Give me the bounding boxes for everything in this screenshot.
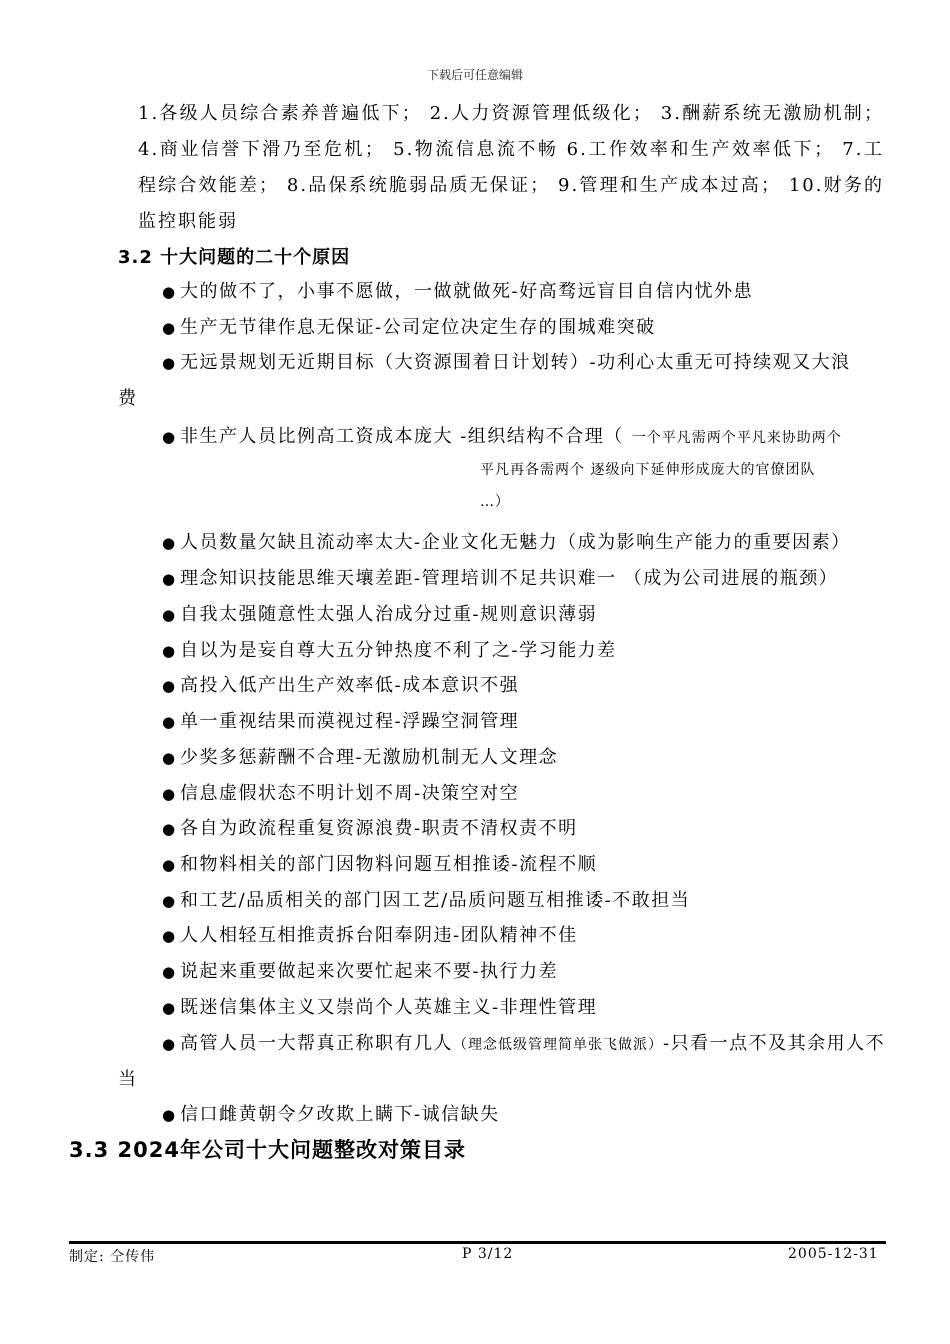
bullet-icon: ● bbox=[162, 892, 177, 910]
reason-item-8 bbox=[162, 636, 617, 662]
reason-text: 信息虚假状态不明计划不周-决策空对空 bbox=[180, 783, 520, 804]
reason-text: 高投入低产出生产效率低-成本意识不强 bbox=[180, 675, 520, 696]
bullet-icon: ● bbox=[162, 354, 177, 372]
footer-author: 制定: 仝传伟 bbox=[69, 1249, 156, 1265]
reason-item-6 bbox=[162, 564, 838, 590]
bullet-icon: ● bbox=[162, 283, 177, 301]
reason-text: 少奖多惩薪酬不合理-无激励机制无人文理念 bbox=[180, 747, 559, 768]
reason-text: 非生产人员比例高工资成本庞大 -组织结构不合理（ bbox=[180, 426, 624, 447]
reason-note: 一个平凡需两个平凡来协助两个 bbox=[631, 430, 842, 446]
reason-item-7 bbox=[162, 600, 597, 626]
reason-text: 生产无节律作息无保证-公司定位决定生存的围城难突破 bbox=[180, 317, 656, 338]
bullet-icon: ● bbox=[162, 820, 177, 838]
reason-item-18 bbox=[162, 993, 597, 1019]
reason-item-9 bbox=[162, 671, 519, 697]
bullet-icon: ● bbox=[162, 642, 177, 660]
reason-text: 理念知识技能思维天壤差距-管理培训不足共识难一 （成为公司进展的瓶颈） bbox=[180, 568, 839, 589]
bullet-icon: ● bbox=[162, 606, 177, 624]
reason-text: 人员数量欠缺且流动率太大-企业文化无魅力（成为影响生产能力的重要因素） bbox=[180, 532, 851, 553]
bullet-icon: ● bbox=[162, 856, 177, 874]
section-3-3-title: 3.3 2024年公司十大问题整改对策目录 bbox=[69, 1138, 466, 1162]
footer-date: 2005-12-31 bbox=[788, 1246, 879, 1262]
bullet-icon: ● bbox=[162, 999, 177, 1017]
reason-item-17 bbox=[162, 957, 558, 983]
reason-text: 无远景规划无近期目标（大资源围着日计划转）-功利心太重无可持续观又大浪 bbox=[180, 352, 851, 373]
bullet-icon: ● bbox=[162, 713, 177, 731]
reason-item-20 bbox=[162, 1100, 500, 1126]
reason-text: 信口雌黄朝令夕改欺上瞒下-诚信缺失 bbox=[180, 1104, 500, 1125]
reason-item-11 bbox=[162, 743, 558, 769]
bullet-icon: ● bbox=[162, 319, 177, 337]
reason-item-13 bbox=[162, 814, 578, 840]
reason-item-4-note-line3: …） bbox=[480, 494, 510, 510]
bullet-icon: ● bbox=[162, 749, 177, 767]
bullet-icon: ● bbox=[162, 428, 177, 446]
header-note: 下载后可任意编辑 bbox=[426, 68, 523, 82]
section-3-2-title: 3.2 十大问题的二十个原因 bbox=[118, 247, 351, 268]
reason-text: 说起来重要做起来次要忙起来不要-执行力差 bbox=[180, 961, 559, 982]
reason-item-1 bbox=[162, 277, 753, 303]
reason-text: 和物料相关的部门因物料问题互相推诿-流程不顺 bbox=[180, 854, 598, 875]
reason-text: 和工艺/品质相关的部门因工艺/品质问题互相推诿-不敢担当 bbox=[180, 890, 691, 911]
reason-item-2 bbox=[162, 313, 656, 339]
reason-item-4-note-line2: 平凡再各需两个 逐级向下延伸形成庞大的官僚团队 bbox=[480, 462, 816, 478]
reason-note: （理念低级管理简单张飞做派） bbox=[453, 1037, 663, 1053]
bullet-icon: ● bbox=[162, 1035, 177, 1053]
reason-item-3-continuation: 费 bbox=[118, 388, 136, 409]
bullet-icon: ● bbox=[162, 1106, 177, 1124]
reason-item-12 bbox=[162, 779, 519, 805]
bullet-icon: ● bbox=[162, 570, 177, 588]
reason-item-4 bbox=[162, 422, 842, 448]
reason-text: 既迷信集体主义又崇尚个人英雄主义-非理性管理 bbox=[180, 997, 598, 1018]
reason-item-15 bbox=[162, 886, 690, 912]
bullet-icon: ● bbox=[162, 927, 177, 945]
bullet-icon: ● bbox=[162, 677, 177, 695]
bullet-icon: ● bbox=[162, 963, 177, 981]
reason-item-16 bbox=[162, 921, 578, 947]
reason-text: 自以为是妄自尊大五分钟热度不利了之-学习能力差 bbox=[180, 640, 617, 661]
reason-text: 大的做不了，小事不愿做，一做就做死-好高骛远盲目自信内忧外患 bbox=[180, 281, 754, 302]
bullet-icon: ● bbox=[162, 534, 177, 552]
reason-item-14 bbox=[162, 850, 597, 876]
bullet-icon: ● bbox=[162, 785, 177, 803]
reason-item-5 bbox=[162, 528, 851, 554]
reason-text: 自我太强随意性太强人治成分过重-规则意识薄弱 bbox=[180, 604, 598, 625]
reason-text: 各自为政流程重复资源浪费-职责不清权责不明 bbox=[180, 818, 578, 839]
reason-text: 高管人员一大帮真正称职有几人 bbox=[180, 1033, 453, 1054]
reason-item-10 bbox=[162, 707, 519, 733]
reason-item-19 bbox=[162, 1029, 885, 1055]
reason-text-cont: -只看一点不及其余用人不 bbox=[663, 1033, 886, 1054]
reason-text: 单一重视结果而漠视过程-浮躁空洞管理 bbox=[180, 711, 520, 732]
reason-text: 人人相轻互相推责拆台阳奉阴违-团队精神不佳 bbox=[180, 925, 578, 946]
footer-divider bbox=[69, 1241, 886, 1244]
reason-item-19-continuation: 当 bbox=[118, 1069, 136, 1090]
intro-paragraph: 1.各级人员综合素养普遍低下； 2.人力资源管理低级化； 3.酬薪系统无激励机制； 4.商业信誉下滑乃至危机； 5.物流信息流不畅 6.工作效率和生产效率低下； 7.工程综合效能差； 8.品保系统脆弱品质无保证； 9.管理和生产成本过高； 10.财务的监控职能弱 bbox=[138, 103, 884, 232]
footer-page-number: P 3/12 bbox=[462, 1246, 514, 1262]
reason-item-3 bbox=[162, 348, 851, 374]
